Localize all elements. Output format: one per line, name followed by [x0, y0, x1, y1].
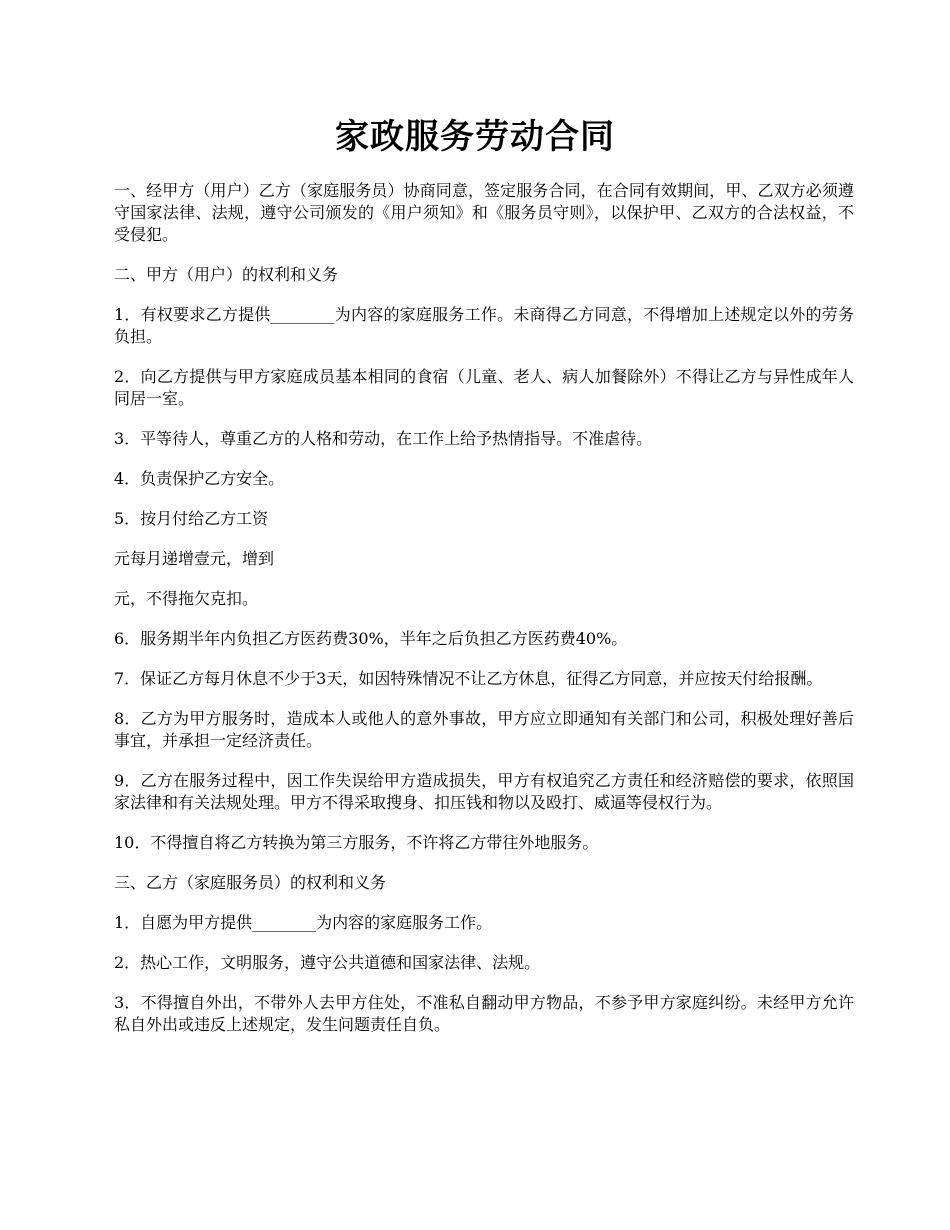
party-b-clause-3: 3．不得擅自外出，不带外人去甲方住处，不准私自翻动甲方物品，不参予甲方家庭纠纷。未经甲方允许私自外出或违反上述规定，发生问题责任自负。 — [114, 993, 854, 1034]
document-title: 家政服务劳动合同 — [335, 117, 615, 157]
party-a-clause-5-wage-increase: 元每月递增壹元，增到 — [114, 549, 275, 568]
party-a-clause-9: 9．乙方在服务过程中，因工作失误给甲方造成损失，甲方有权追究乙方责任和经济赔偿的要求，依照国家法律和有关法规处理。甲方不得采取搜身、扣压钱和物以及殴打、威逼等侵权行为。 — [114, 771, 854, 812]
party-a-clause-10: 10．不得擅自将乙方转换为第三方服务，不许将乙方带往外地服务。 — [114, 833, 599, 852]
party-a-clause-4: 4．负责保护乙方安全。 — [114, 469, 285, 488]
party-a-clause-5: 5．按月付给乙方工资 — [114, 509, 269, 528]
section-heading-party-a: 二、甲方（用户）的权利和义务 — [114, 265, 339, 284]
party-b-clause-2: 2．热心工作，文明服务，遵守公共道德和国家法律、法规。 — [114, 953, 541, 972]
document-body — [114, 180, 854, 1054]
clause-intro: 一、经甲方（用户）乙方（家庭服务员）协商同意，签定服务合同，在合同有效期间，甲、乙双方必须遵守国家法律、法规，遵守公司颁发的《用户须知》和《服务员守则》，以保护甲、乙双方的合法权益，不受侵犯。 — [114, 181, 854, 244]
section-heading-party-b: 三、乙方（家庭服务员）的权利和义务 — [114, 873, 387, 892]
party-a-clause-3: 3．平等待人，尊重乙方的人格和劳动，在工作上给予热情指导。不准虐待。 — [114, 429, 653, 448]
party-a-clause-6: 6．服务期半年内负担乙方医药费30%，半年之后负担乙方医药费40%。 — [114, 629, 628, 648]
party-a-clause-5-no-deduction: 元，不得拖欠克扣。 — [114, 589, 259, 608]
party-a-clause-1: 1．有权要求乙方提供________为内容的家庭服务工作。未商得乙方同意，不得增加上述规定以外的劳务负担。 — [114, 305, 854, 346]
party-a-clause-7: 7．保证乙方每月休息不少于3天，如因特殊情况不让乙方休息，征得乙方同意，并应按天付给报酬。 — [114, 669, 823, 688]
party-b-clause-1: 1．自愿为甲方提供________为内容的家庭服务工作。 — [114, 913, 493, 932]
party-a-clause-8: 8．乙方为甲方服务时，造成本人或他人的意外事故，甲方应立即通知有关部门和公司，积极处理好善后事宜，并承担一定经济责任。 — [114, 709, 854, 750]
party-a-clause-2: 2．向乙方提供与甲方家庭成员基本相同的食宿（儿童、老人、病人加餐除外）不得让乙方与异性成年人同居一室。 — [114, 367, 854, 408]
